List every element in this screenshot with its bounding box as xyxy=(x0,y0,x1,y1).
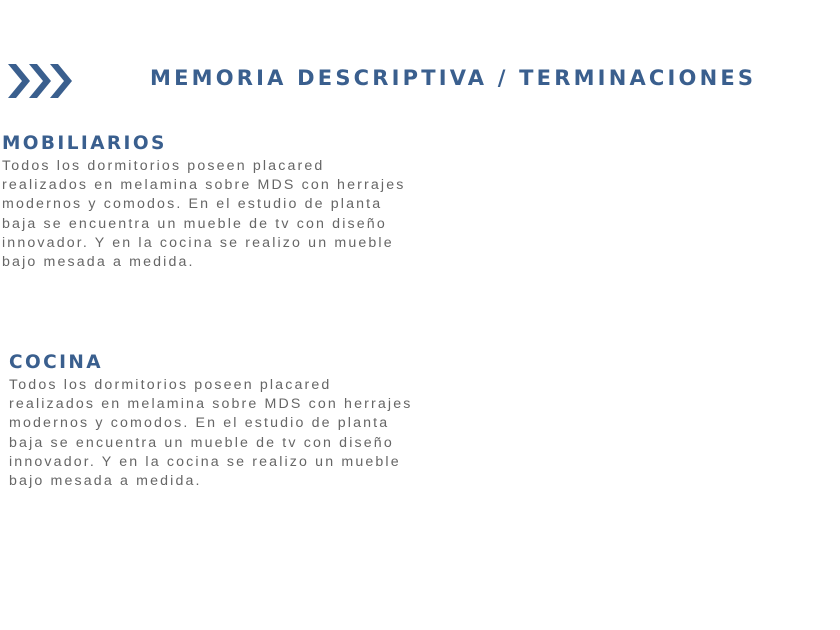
body-line: realizados en melamina sobre MDS con herrajes xyxy=(9,396,413,413)
section-body-cocina xyxy=(9,376,449,491)
page-title: MEMORIA DESCRIPTIVA / TERMINACIONES xyxy=(150,66,757,90)
triple-chevron-right-icon xyxy=(8,63,78,99)
body-line: baja se encuentra un mueble de tv con diseño xyxy=(9,434,394,451)
body-line: modernos y comodos. En el estudio de planta xyxy=(9,415,390,432)
body-line: innovador. Y en la cocina se realizo un mueble xyxy=(9,453,401,470)
body-line: Todos los dormitorios poseen placared xyxy=(2,158,325,174)
body-line: innovador. Y en la cocina se realizo un mueble xyxy=(2,234,394,251)
body-line: bajo mesada a medida. xyxy=(9,473,202,490)
section-body-mobiliarios xyxy=(2,157,442,272)
body-line: Todos los dormitorios poseen placared xyxy=(9,377,332,393)
body-line: baja se encuentra un mueble de tv con diseño xyxy=(2,215,387,232)
section-mobiliarios xyxy=(2,131,442,272)
section-heading-mobiliarios: MOBILIARIOS xyxy=(2,133,167,154)
body-line: realizados en melamina sobre MDS con herrajes xyxy=(2,177,406,194)
body-line: modernos y comodos. En el estudio de planta xyxy=(2,196,383,213)
section-heading-cocina: COCINA xyxy=(9,352,103,373)
section-cocina xyxy=(9,350,449,491)
body-line: bajo mesada a medida. xyxy=(2,254,195,271)
